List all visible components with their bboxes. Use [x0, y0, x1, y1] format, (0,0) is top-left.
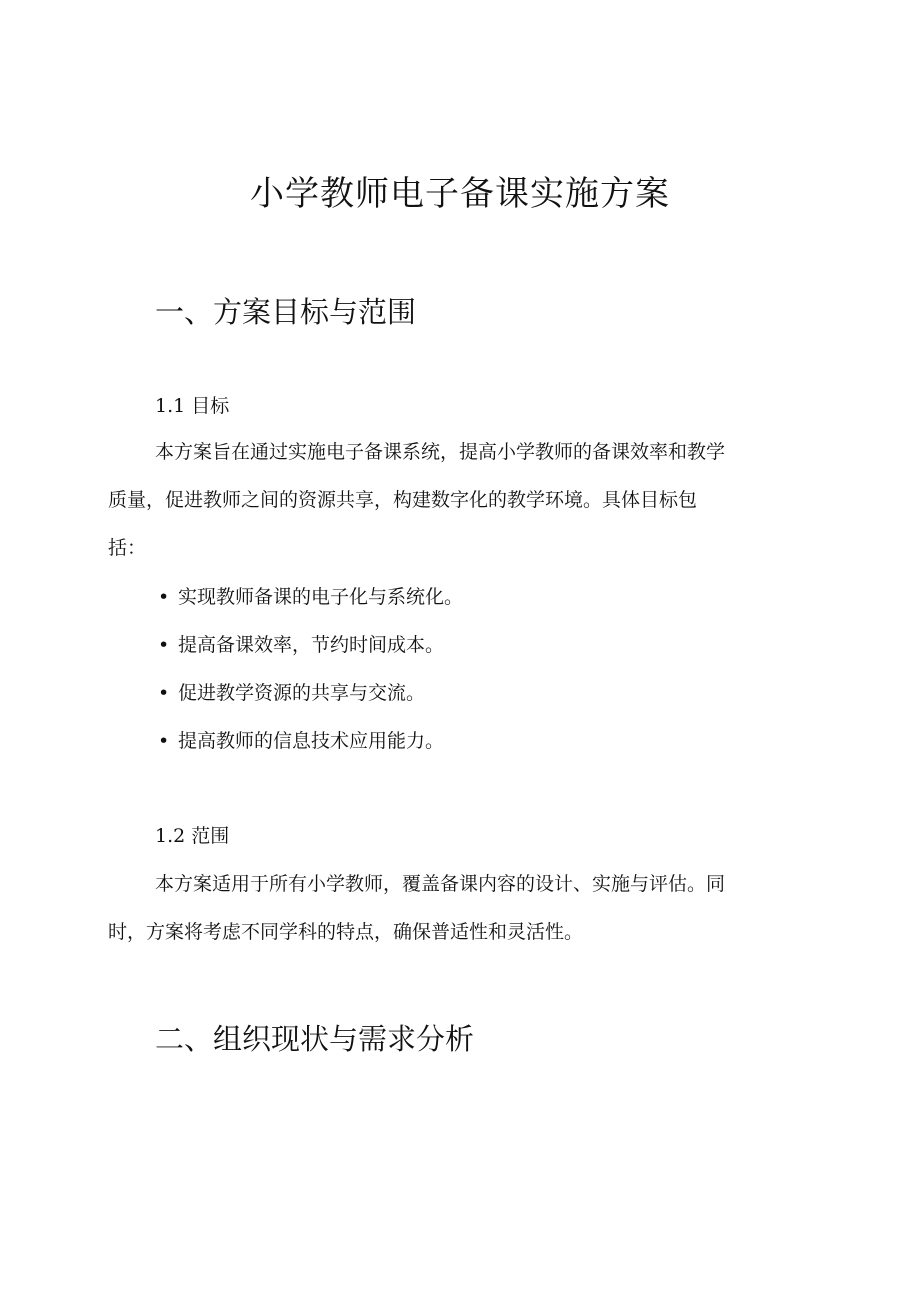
- paragraph-line: 括：: [108, 537, 147, 559]
- bullet-icon: •: [158, 586, 170, 608]
- bullet-item: [158, 727, 444, 755]
- bullet-item: [158, 631, 444, 659]
- bullet-item: [158, 679, 425, 707]
- paragraph-line: 时，方案将考虑不同学科的特点，确保普适性和灵活性。: [108, 921, 584, 943]
- paragraph-line: 质量，促进教师之间的资源共享，构建数字化的教学环境。具体目标包: [108, 489, 698, 511]
- paragraph-goals: [108, 428, 808, 572]
- document-title: 小学教师电子备课实施方案: [250, 174, 670, 214]
- bullet-text: 促进教学资源的共享与交流。: [178, 682, 426, 704]
- bullet-icon: •: [158, 682, 170, 704]
- bullet-icon: •: [158, 634, 170, 656]
- paragraph-scope: [108, 860, 808, 956]
- paragraph-line: 本方案适用于所有小学教师，覆盖备课内容的设计、实施与评估。同: [155, 873, 726, 895]
- bullet-text: 提高教师的信息技术应用能力。: [178, 730, 445, 752]
- bullet-text: 实现教师备课的电子化与系统化。: [178, 586, 464, 608]
- section-heading-2: 二、组织现状与需求分析: [155, 1022, 475, 1056]
- bullet-item: [158, 583, 463, 611]
- bullet-icon: •: [158, 730, 170, 752]
- subsection-heading-1-1: 1.1 目标: [155, 395, 230, 417]
- bullet-text: 提高备课效率，节约时间成本。: [178, 634, 445, 656]
- paragraph-line: 本方案旨在通过实施电子备课系统，提高小学教师的备课效率和教学: [155, 441, 726, 463]
- subsection-heading-1-2: 1.2 范围: [155, 825, 230, 847]
- section-heading-1: 一、方案目标与范围: [155, 295, 417, 329]
